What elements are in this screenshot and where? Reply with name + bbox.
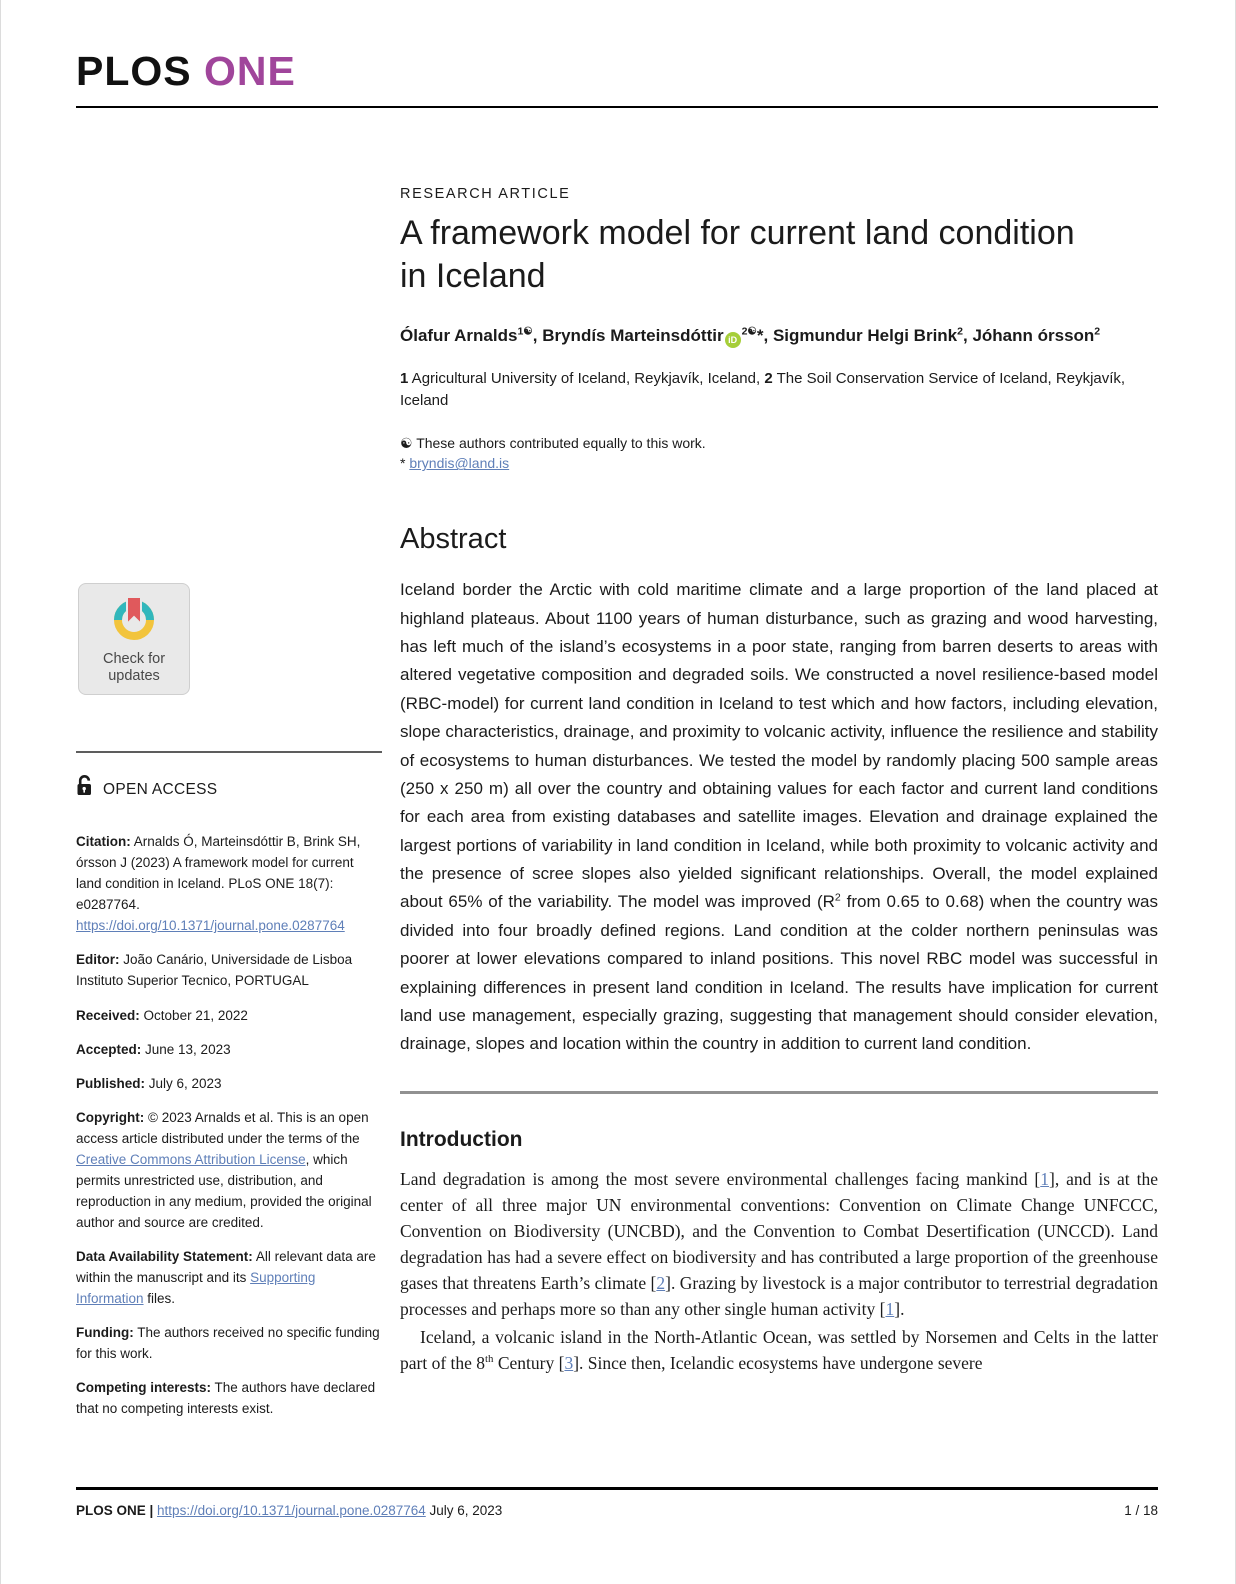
link[interactable]: https://doi.org/10.1371/journal.pone.0287764 (76, 918, 345, 934)
bold-text: PLOS ONE | (76, 1502, 158, 1518)
page-footer (76, 1487, 1158, 1518)
abstract-paragraph: Iceland border the Arctic with cold maritime climate and a large proportion of the land placed at highland plateaus. About 1100 years of human disturbance, such as grazing and wood harvesting, has left much of the island’s ecosystems in a poor state, ranging from barren deserts to areas with altered vegetative composition and degraded soils. We constructed a novel resilience-based model (RBC-model) for current land condition in Iceland to test which and how factors, including elevation, slope characteristics, drainage, and proximity to volcanic activity, influence the resilience and stability of ecosystems to human disturbances. We tested the model by randomly placing 500 sample areas (250 x 250 m) all over the country and obtaining values for each factor and current land conditions for each area from existing databases and satellite images. Elevation and drainage explained the largest portions of variability in land condition in Iceland, while both proximity to volcanic activity and the presence of scree slopes also yielded significant relationships. Overall, the model explained about 65% of the variability. The model was improved ($R^2$ from 0.65 to 0.68) when the country was divided into four broadly defined regions. Land condition at the colder northern peninsulas was poorer at lower elevations compared to inland positions. This novel RBC model was successful in explaining differences in present land condition in Iceland. The results have implication for current land use management, especially grazing, suggesting that management should consider elevation, drainage, slopes and location within the country in addition to current land condition. (400, 580, 1158, 1054)
data-availability-label: Data Availability Statement: (76, 1248, 253, 1264)
link[interactable]: 3 (564, 1353, 574, 1374)
copyright-text: © 2023 Arnalds et al. This is an open access article distributed under the terms of the Creative Commons Attribution License, which permits unrestricted use, distribution, and reproduction in any medium, provided the original author and source are credited. (76, 1109, 372, 1230)
check-for-updates-badge[interactable] (78, 583, 190, 695)
superscript: 2 (1094, 325, 1101, 337)
link[interactable]: Supporting Information (76, 1269, 316, 1307)
bold-text: 1 (400, 369, 409, 387)
check-for-updates-label (103, 651, 165, 685)
competing-interests-block (76, 1377, 382, 1419)
orcid-icon[interactable]: iD (725, 332, 741, 348)
superscript: 2 (957, 325, 963, 337)
data-availability-text: All relevant data are within the manuscript and its Supporting Information files. (76, 1248, 376, 1307)
superscript: 2☯ (741, 325, 757, 337)
link[interactable]: bryndis@land.is (409, 455, 510, 472)
open-access-label: OPEN ACCESS (103, 780, 218, 798)
competing-interests-label: Competing interests: (76, 1380, 212, 1396)
editor-text: João Canário, Universidade de Lisboa Instituto Superior Tecnico, PORTUGAL (76, 952, 353, 989)
accepted-label: Accepted: (76, 1041, 142, 1057)
sidebar (76, 583, 382, 1432)
introduction-paragraph-1: Land degradation is among the most severe environmental challenges facing mankind [1], and is at the center of all three major UN environmental conventions: Convention on Climate Change UNFCCC, Convention on Biodiversity (UNCBD), and the Convention to Combat Desertification (UNCCD). Land degradation has had a severe effect on biodiversity and has contributed a large proportion of the greenhouse gases that threatens Earth’s climate [2]. Grazing by livestock is a major contributor to terrestrial degradation processes and perhaps more so than any other single human activity [1]. (400, 1168, 1158, 1319)
link[interactable]: 1 (1040, 1168, 1049, 1189)
logo-plos-text: PLOS (76, 48, 205, 94)
abstract-divider (400, 1091, 1158, 1094)
plos-one-logo[interactable] (76, 48, 296, 95)
check-for-updates-line1: Check for (102, 650, 166, 667)
corresponding-author: * bryndis@land.is (400, 455, 510, 472)
logo-one-text: ONE (204, 48, 296, 94)
competing-interests-text: The authors have declared that no competing interests exist. (76, 1380, 376, 1417)
accepted-block (76, 1039, 382, 1060)
author-list: Ólafur Arnalds$^{1☯}$, Bryndís Marteinsdóttir $iD^{2☯}*$, Sigmundur Helgi Brink$^2$, Jóhann órsson$^2$ (400, 324, 1158, 348)
superscript: 2 (834, 891, 841, 904)
article-type-kicker: RESEARCH ARTICLE (400, 186, 571, 202)
editor-label: Editor: (76, 952, 120, 968)
link[interactable]: 1 (885, 1298, 895, 1319)
article-main-column (400, 186, 1158, 1378)
header-divider (76, 106, 1158, 108)
published-label: Published: (76, 1075, 146, 1091)
link[interactable]: 2 (656, 1272, 666, 1293)
bold-text: 2 (764, 369, 773, 387)
footer-citation: PLOS ONE | https://doi.org/10.1371/journal.pone.0287764 July 6, 2023 (76, 1502, 503, 1518)
copyright-label: Copyright: (76, 1109, 145, 1125)
published-block (76, 1073, 382, 1094)
link[interactable]: Creative Commons Attribution License (76, 1151, 306, 1167)
link[interactable]: https://doi.org/10.1371/journal.pone.0287764 (157, 1502, 426, 1518)
superscript: 1☯ (517, 325, 533, 337)
editor-block (76, 949, 382, 991)
copyright-block (76, 1107, 382, 1233)
footer-divider (76, 1487, 1158, 1490)
introduction-heading: Introduction (400, 1127, 523, 1151)
superscript: th (485, 1353, 494, 1366)
open-lock-icon (76, 774, 94, 805)
data-availability-block (76, 1246, 382, 1309)
received-block (76, 1005, 382, 1026)
check-for-updates-line2: updates (108, 668, 160, 685)
funding-label: Funding: (76, 1325, 134, 1341)
affiliations: 1 Agricultural University of Iceland, Reykjavík, Iceland, 2 The Soil Conservation Service of Iceland, Reykjavík, Iceland (400, 369, 1126, 410)
funding-block (76, 1322, 382, 1364)
published-text: July 6, 2023 (145, 1075, 222, 1091)
citation-text: Arnalds Ó, Marteinsdóttir B, Brink SH, órsson J (2023) A framework model for current land condition in Iceland. PLoS ONE 18(7): e0287764. https://doi.org/10.1371/journal.pone.0287764 (76, 834, 361, 934)
article-title-line2: in Iceland (400, 256, 546, 295)
received-label: Received: (76, 1007, 140, 1023)
received-text: October 21, 2022 (139, 1007, 248, 1023)
citation-label: Citation: (76, 834, 131, 850)
accepted-text: June 13, 2023 (141, 1041, 231, 1057)
equal-contribution-note: ☯ These authors contributed equally to this work. (400, 434, 706, 451)
page-number: 1 / 18 (1124, 1502, 1158, 1518)
citation-block (76, 831, 382, 936)
open-access-row (76, 774, 382, 805)
sidebar-divider (76, 751, 382, 753)
funding-text: The authors received no specific funding for this work. (76, 1325, 380, 1362)
check-for-updates-icon (107, 593, 161, 649)
article-title (400, 212, 1158, 298)
article-title-line1: A framework model for current land condition (400, 214, 1075, 252)
introduction-paragraph-2: Iceland, a volcanic island in the North-Atlantic Ocean, was settled by Norsemen and Celts in the latter part of the 8th Century [3]. Since then, Icelandic ecosystems have undergone severe (400, 1327, 1158, 1374)
abstract-heading: Abstract (400, 523, 507, 556)
